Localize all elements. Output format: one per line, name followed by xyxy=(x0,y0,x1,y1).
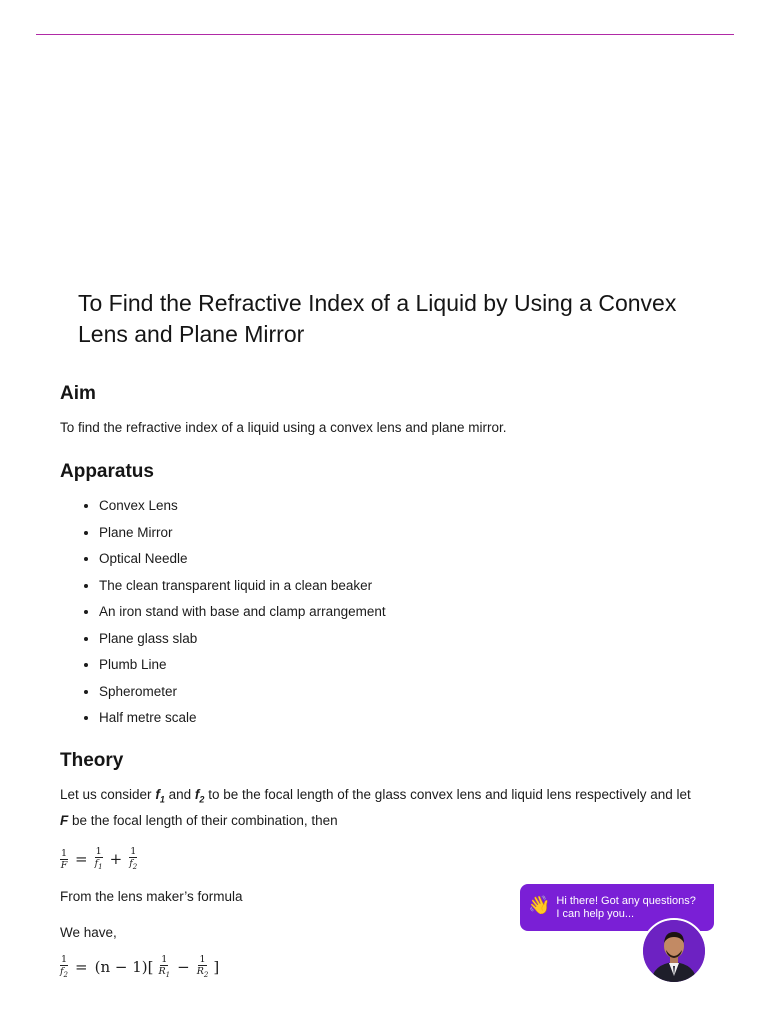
chat-line-2: I can help you... xyxy=(556,908,635,920)
aim-text: To find the refractive index of a liquid using a convex lens and plane mirror. xyxy=(60,420,507,435)
aim-heading: Aim xyxy=(60,383,96,404)
list-item: • Spherometer xyxy=(99,679,700,706)
apparatus-list xyxy=(60,493,700,732)
theory-text-1: Let us consider xyxy=(60,786,152,802)
fraction-1-over-R1: $\frac{1}{R_1}$ xyxy=(158,953,171,979)
lens-maker-text: From the lens maker’s formula xyxy=(60,889,243,905)
chat-avatar-button[interactable] xyxy=(641,918,707,984)
list-item: • An iron stand with base and clamp arrangement xyxy=(99,599,700,626)
list-item: • Convex Lens xyxy=(99,493,700,520)
list-item: • Half metre scale xyxy=(99,705,700,732)
we-have-text: We have, xyxy=(60,925,117,941)
lens-maker-formula xyxy=(60,952,700,982)
theory-heading: Theory xyxy=(60,749,124,771)
apparatus-heading: Apparatus xyxy=(60,461,154,482)
list-item: • Plane Mirror xyxy=(99,520,700,547)
fraction-1-over-f1: $\frac{1}{f_1}$ xyxy=(94,845,103,871)
theory-paragraph xyxy=(60,784,700,833)
theory-text-2: and xyxy=(168,786,192,802)
equals-sign: = xyxy=(75,958,88,977)
avatar-icon xyxy=(643,920,705,982)
theory-text-4: be the focal length of their combination, then xyxy=(72,813,338,829)
list-item: • Plumb Line xyxy=(99,652,700,679)
fraction-1-over-f2: $\frac{1}{f_2}$ xyxy=(129,845,138,871)
symbol-F: F xyxy=(60,813,69,829)
minus-sign: − xyxy=(177,958,190,977)
header-divider xyxy=(36,34,734,35)
equals-sign: = xyxy=(75,850,88,869)
theory-text-3: to be the focal length of the glass convex lens and liquid lens respectively and let xyxy=(208,786,691,802)
n-minus-one-term: (n − 1)[ xyxy=(94,958,154,977)
fraction-1-over-R2: $\frac{1}{R_2}$ xyxy=(196,953,209,979)
fraction-1-over-f2: $\frac{1}{f_2}$ xyxy=(60,953,69,979)
list-item: • Optical Needle xyxy=(99,546,700,573)
waving-hand-icon: 👋 xyxy=(528,895,551,915)
list-item: • Plane glass slab xyxy=(99,626,700,653)
list-item: • The clean transparent liquid in a clean beaker xyxy=(99,573,700,600)
plus-sign: + xyxy=(109,850,123,869)
chat-line-1: Hi there! Got any questions? xyxy=(556,895,696,907)
symbol-f1: $f_1$ xyxy=(155,786,165,805)
symbol-f2: $f_2$ xyxy=(194,786,205,805)
combination-formula xyxy=(60,844,700,874)
fraction-1-over-F: $\frac{1}{F}$ xyxy=(60,847,68,871)
page-title: To Find the Refractive Index of a Liquid by Using a Convex Lens and Plane Mirror xyxy=(78,290,677,347)
closing-bracket: ] xyxy=(213,958,220,977)
